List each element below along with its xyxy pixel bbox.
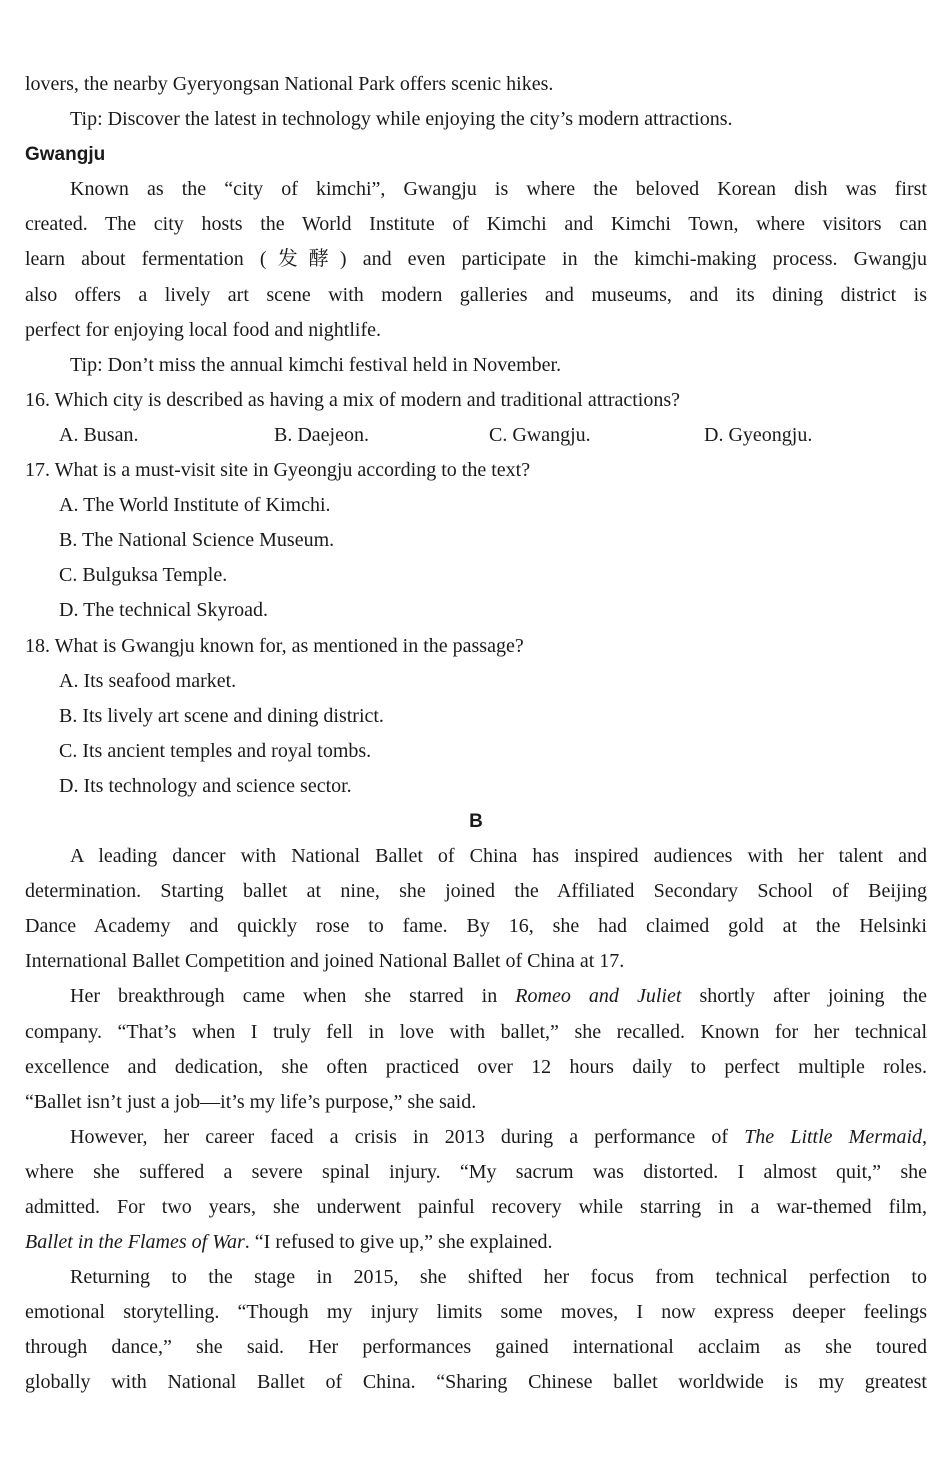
option-c: C. Gwangju. (489, 423, 591, 446)
paragraph-line: Dance Academy and quickly rose to fame. By 16, she had claimed gold at the Helsinki (25, 915, 927, 938)
question-stem: 18. What is Gwangju known for, as mentioned in the passage? (25, 634, 524, 657)
paragraph-line: Known as the “city of kimchi”, Gwangju is where the beloved Korean dish was first (70, 178, 927, 201)
exam-page (25, 67, 927, 1401)
option-d: D. Gyeongju. (704, 423, 813, 446)
question-stem: 16. Which city is described as having a mix of modern and traditional attractions? (25, 388, 680, 411)
text-run: Her breakthrough came when she starred in (70, 985, 516, 1008)
paragraph-line (25, 1225, 927, 1260)
paragraph-line: determination. Starting ballet at nine, she joined the Affiliated Secondary School of Beijing (25, 880, 927, 903)
work-title: The Little Mermaid (744, 1125, 922, 1148)
daejeon-text-tail: lovers, the nearby Gyeryongsan National Park offers scenic hikes. (25, 73, 554, 95)
work-title: Ballet in the Flames of War (25, 1231, 245, 1254)
paragraph-line: Returning to the stage in 2015, she shifted her focus from technical perfection to (70, 1266, 927, 1289)
paragraph-line (25, 1120, 927, 1155)
text-run: . “I refused to give up,” she explained. (244, 1231, 553, 1254)
question-16 (25, 383, 927, 453)
text-run: However, her career faced a crisis in 2013 during a performance of (70, 1125, 745, 1148)
daejeon-tip: Tip: Discover the latest in technology while enjoying the city’s modern attractions. (70, 108, 733, 131)
option-b: B. Its lively art scene and dining district. (59, 704, 384, 727)
paragraph-line: admitted. For two years, she underwent painful recovery while starring in a war-themed film, (25, 1196, 927, 1218)
paragraph-line: learn about fermentation (发酵) and even participate in the kimchi-making process. Gwangju (25, 248, 927, 271)
passage-b-paragraph-2 (25, 979, 927, 1119)
paragraph-line (25, 979, 927, 1014)
paragraph-line: where she suffered a severe spinal injury. “My sacrum was distorted. I almost quit,” she (25, 1160, 927, 1183)
paragraph-line: A leading dancer with National Ballet of China has inspired audiences with her talent and (70, 845, 927, 868)
option-a: A. Busan. (59, 423, 139, 446)
option-b: B. The National Science Museum. (59, 529, 335, 552)
paragraph-line: International Ballet Competition and joined National Ballet of China at 17. (25, 950, 625, 973)
paragraph-line: globally with National Ballet of China. “Sharing Chinese ballet worldwide is my greatest (25, 1371, 927, 1394)
passage-b-paragraph-3 (25, 1120, 927, 1260)
paragraph-line: excellence and dedication, she often practiced over 12 hours daily to perfect multiple roles. (25, 1055, 927, 1078)
gwangju-tip: Tip: Don’t miss the annual kimchi festival held in November. (70, 353, 562, 376)
gwangju-heading: Gwangju (25, 144, 106, 166)
option-c: C. Bulguksa Temple. (59, 564, 228, 587)
option-c: C. Its ancient temples and royal tombs. (59, 739, 372, 762)
section-b-heading: B (469, 810, 483, 832)
paragraph-line: also offers a lively art scene with modern galleries and museums, and its dining district is (25, 283, 927, 306)
option-row (25, 418, 927, 453)
option-d: D. The technical Skyroad. (59, 599, 269, 622)
text-run: shortly after joining the (681, 985, 928, 1008)
question-18 (25, 629, 927, 804)
paragraph-line: company. “That’s when I truly fell in love with ballet,” she recalled. Known for her technical (25, 1020, 927, 1043)
paragraph-line: perfect for enjoying local food and nightlife. (25, 318, 381, 341)
question-17 (25, 453, 927, 628)
gwangju-paragraph (25, 172, 927, 347)
option-b: B. Daejeon. (274, 423, 369, 446)
paragraph-line: “Ballet isn’t just a job—it’s my life’s purpose,” she said. (25, 1090, 477, 1113)
text-run: , (922, 1125, 927, 1148)
work-title: Romeo and Juliet (515, 985, 682, 1008)
question-stem: 17. What is a must-visit site in Gyeongju according to the text? (25, 459, 531, 482)
passage-b-paragraph-1 (25, 839, 927, 979)
option-a: A. Its seafood market. (59, 669, 237, 692)
option-a: A. The World Institute of Kimchi. (59, 494, 331, 517)
paragraph-line: emotional storytelling. “Though my injury limits some moves, I now express deeper feelings (25, 1301, 927, 1324)
passage-b-paragraph-4 (25, 1260, 927, 1400)
paragraph-line: created. The city hosts the World Institute of Kimchi and Kimchi Town, where visitors can (25, 213, 927, 236)
option-d: D. Its technology and science sector. (59, 774, 352, 797)
paragraph-line: through dance,” she said. Her performances gained international acclaim as she toured (25, 1336, 927, 1359)
